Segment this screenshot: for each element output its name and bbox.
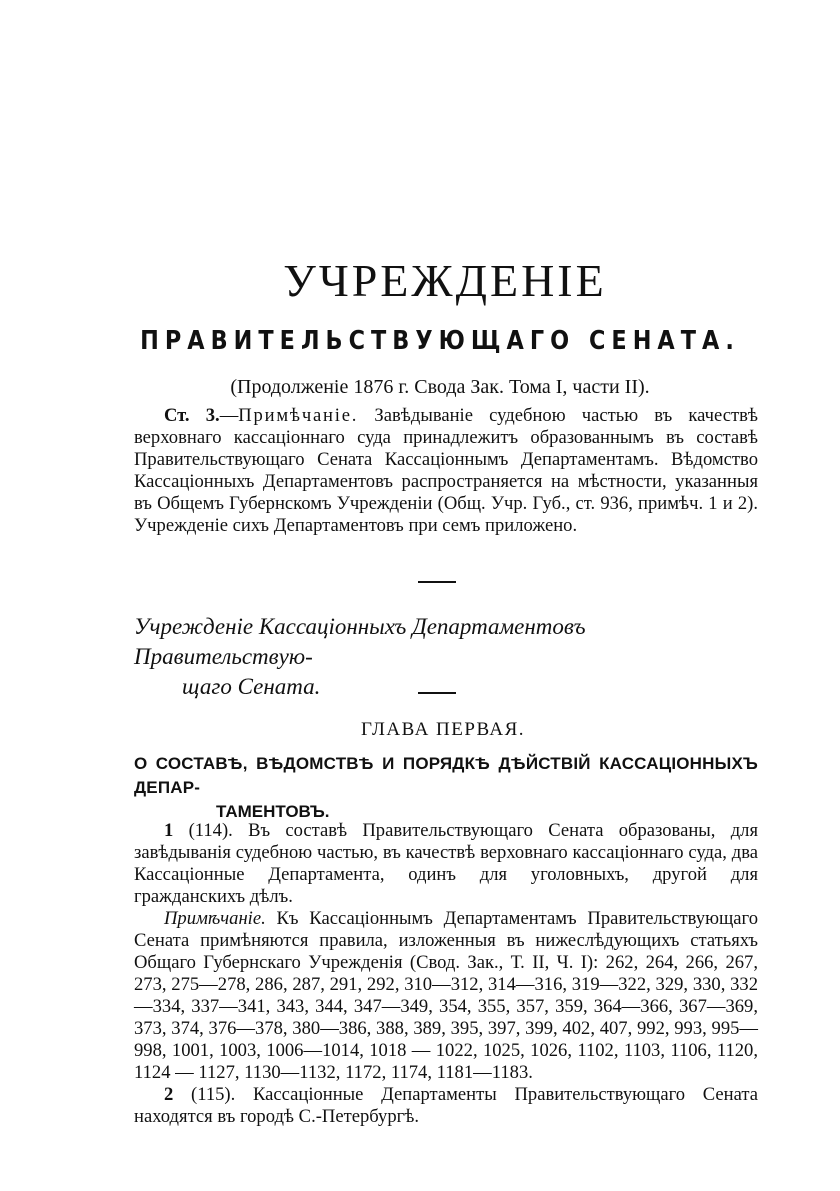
article-number: 2 — [164, 1084, 174, 1105]
article-text: Кассаціонные Департаменты Правительствующаго Сената находятся въ городѣ С.-Петербургѣ. — [134, 1084, 758, 1127]
section-title — [134, 612, 758, 702]
chapter-heading-line-2: ТАМЕНТОВЪ. — [216, 802, 330, 821]
article-ref: (115). — [173, 1084, 236, 1105]
note-label: Примѣчаніе. — [164, 908, 266, 929]
article-1 — [134, 820, 758, 908]
chapter-title: ГЛАВА ПЕРВАЯ. — [360, 719, 526, 740]
article-2 — [134, 1084, 758, 1128]
article-number: 1 — [164, 820, 174, 841]
article-3-paragraph — [134, 405, 758, 537]
section-title-line-1: Учрежденіе Кассаціонныхъ Департаментовъ Правительствую- — [134, 614, 586, 669]
separator-rule — [418, 581, 456, 583]
articles-body — [134, 820, 758, 1128]
note-label: Примѣчаніе. — [238, 405, 359, 426]
article-3-note — [134, 405, 758, 537]
document-title: УЧРЕЖДЕНІЕ — [283, 255, 607, 306]
article-1-note — [134, 908, 758, 1084]
continuation-note: (Продолженіе 1876 г. Свода Зак. Тома I, части II). — [230, 376, 650, 398]
chapter-heading — [134, 752, 758, 824]
document-subtitle: ПРАВИТЕЛЬСТВУЮЩАГО СЕНАТА. — [140, 326, 740, 356]
article-ref: (114). — [173, 820, 233, 841]
article-text: Въ составѣ Правительствующаго Сената образованы, для завѣдыванія судебною частью, въ качествѣ верховнаго кассаціоннаго суда, два Кассаціонные Департамента, одинъ для уголовныхъ, другой для гражданскихъ дѣлъ. — [134, 820, 758, 907]
dash: — — [219, 405, 239, 426]
chapter-heading-line-1: О СОСТАВѢ, ВѢДОМСТВѢ И ПОРЯДКѢ ДѢЙСТВІЙ КАССАЦІОННЫХЪ ДЕПАР- — [134, 754, 758, 797]
note-text: Къ Кассаціоннымъ Департаментамъ Правительствующаго Сената примѣняются правила, изложенныя въ нижеслѣдующихъ статьяхъ Общаго Губернскаго Учрежденія (Свод. Зак., Т. II, Ч. I): 262, 264, 266, 267, 273, 275—278, 286, 287, 291, 292, 310—312, 314—316, 319—322, 329, 330, 332—334, 337—341, 343, 344, 347—349, 354, 355, 357, 359, 364—366, 367—369, 373, 374, 376—378, 380—386, 388, 389, 395, 397, 399, 402, 407, 992, 993, 995—998, 1001, 1003, 1006—1014, 1018 — 1022, 1025, 1026, 1102, 1103, 1106, 1120, 1124 — 1127, 1130—1132, 1172, 1174, 1181—1183. — [134, 908, 758, 1083]
article-label: Ст. 3. — [164, 405, 220, 426]
note-text: Завѣдываніе судебною частью въ качествѣ верховнаго кассаціоннаго суда принадлежитъ образованнымъ въ составѣ Правительствующаго Сената Кассаціоннымъ Департаментамъ. Вѣдомство Кассаціонныхъ Департаментовъ распространяется на мѣстности, указанныя въ Общемъ Губернскомъ Учрежденіи (Общ. Учр. Губ., ст. 936, примѣч. 1 и 2). Учрежденіе сихъ Департаментовъ при семъ приложено. — [134, 405, 758, 536]
separator-rule — [418, 692, 456, 694]
section-title-line-2: щаго Сената. — [182, 674, 321, 699]
